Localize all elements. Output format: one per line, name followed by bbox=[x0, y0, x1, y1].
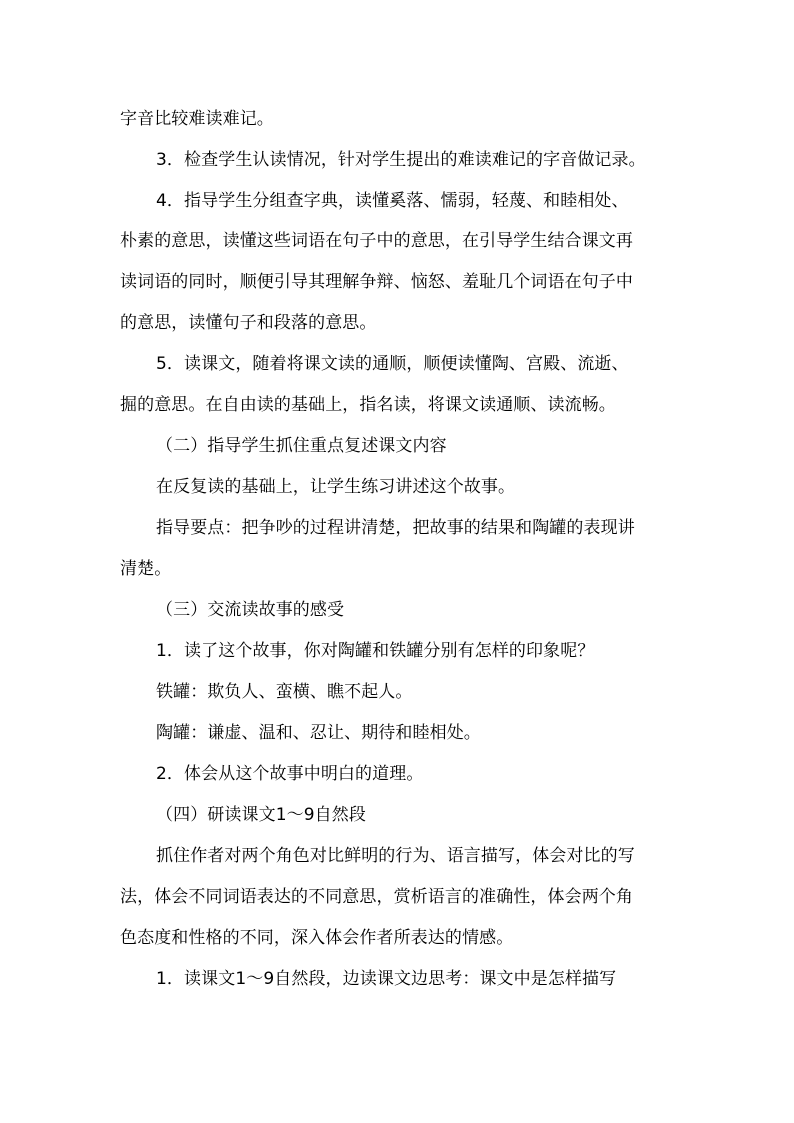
text-line: 2．体会从这个故事中明白的道理。 bbox=[156, 764, 424, 784]
text-line: 5．读课文，随着将课文读的通顺，顺便读懂陶、宫殿、流逝、 bbox=[156, 354, 629, 374]
section-heading: （三）交流读故事的感受 bbox=[156, 600, 345, 620]
text-line: 读词语的同时，顺便引导其理解争辩、恼怒、羞耻几个词语在句子中 bbox=[120, 272, 633, 292]
text-line: 1．读课文1～9自然段，边读课文边思考：课文中是怎样描写 bbox=[156, 969, 617, 989]
text-line: 色态度和性格的不同，深入体会作者所表达的情感。 bbox=[120, 928, 514, 948]
text-line: 法，体会不同词语表达的不同意思，赏析语言的准确性，体会两个角 bbox=[120, 887, 633, 907]
text-line: 朴素的意思，读懂这些词语在句子中的意思，在引导学生结合课文再 bbox=[120, 231, 633, 251]
text-line: 抓住作者对两个角色对比鲜明的行为、语言描写，体会对比的写 bbox=[156, 846, 635, 866]
text-line: 4．指导学生分组查字典，读懂奚落、懦弱，轻蔑、和睦相处、 bbox=[156, 191, 629, 211]
section-heading: （二）指导学生抓住重点复述课文内容 bbox=[156, 436, 447, 456]
text-line: 3．检查学生认读情况，针对学生提出的难读难记的字音做记录。 bbox=[156, 150, 646, 170]
text-line: 字音比较难读难记。 bbox=[120, 109, 274, 129]
text-line: 的意思，读懂句子和段落的意思。 bbox=[120, 313, 377, 333]
text-line: 在反复读的基础上，让学生练习讲述这个故事。 bbox=[156, 477, 516, 497]
text-line: 指导要点：把争吵的过程讲清楚，把故事的结果和陶罐的表现讲 bbox=[156, 518, 635, 538]
text-line: 铁罐：欺负人、蛮横、瞧不起人。 bbox=[156, 682, 413, 702]
text-line: 掘的意思。在自由读的基础上，指名读，将课文读通顺、读流畅。 bbox=[120, 395, 616, 415]
text-line: 1．读了这个故事，你对陶罐和铁罐分别有怎样的印象呢？ bbox=[156, 641, 595, 661]
section-heading: （四）研读课文1～9自然段 bbox=[156, 805, 366, 825]
text-line: 清楚。 bbox=[120, 559, 172, 579]
text-line: 陶罐：谦虚、温和、忍让、期待和睦相处。 bbox=[156, 723, 481, 743]
